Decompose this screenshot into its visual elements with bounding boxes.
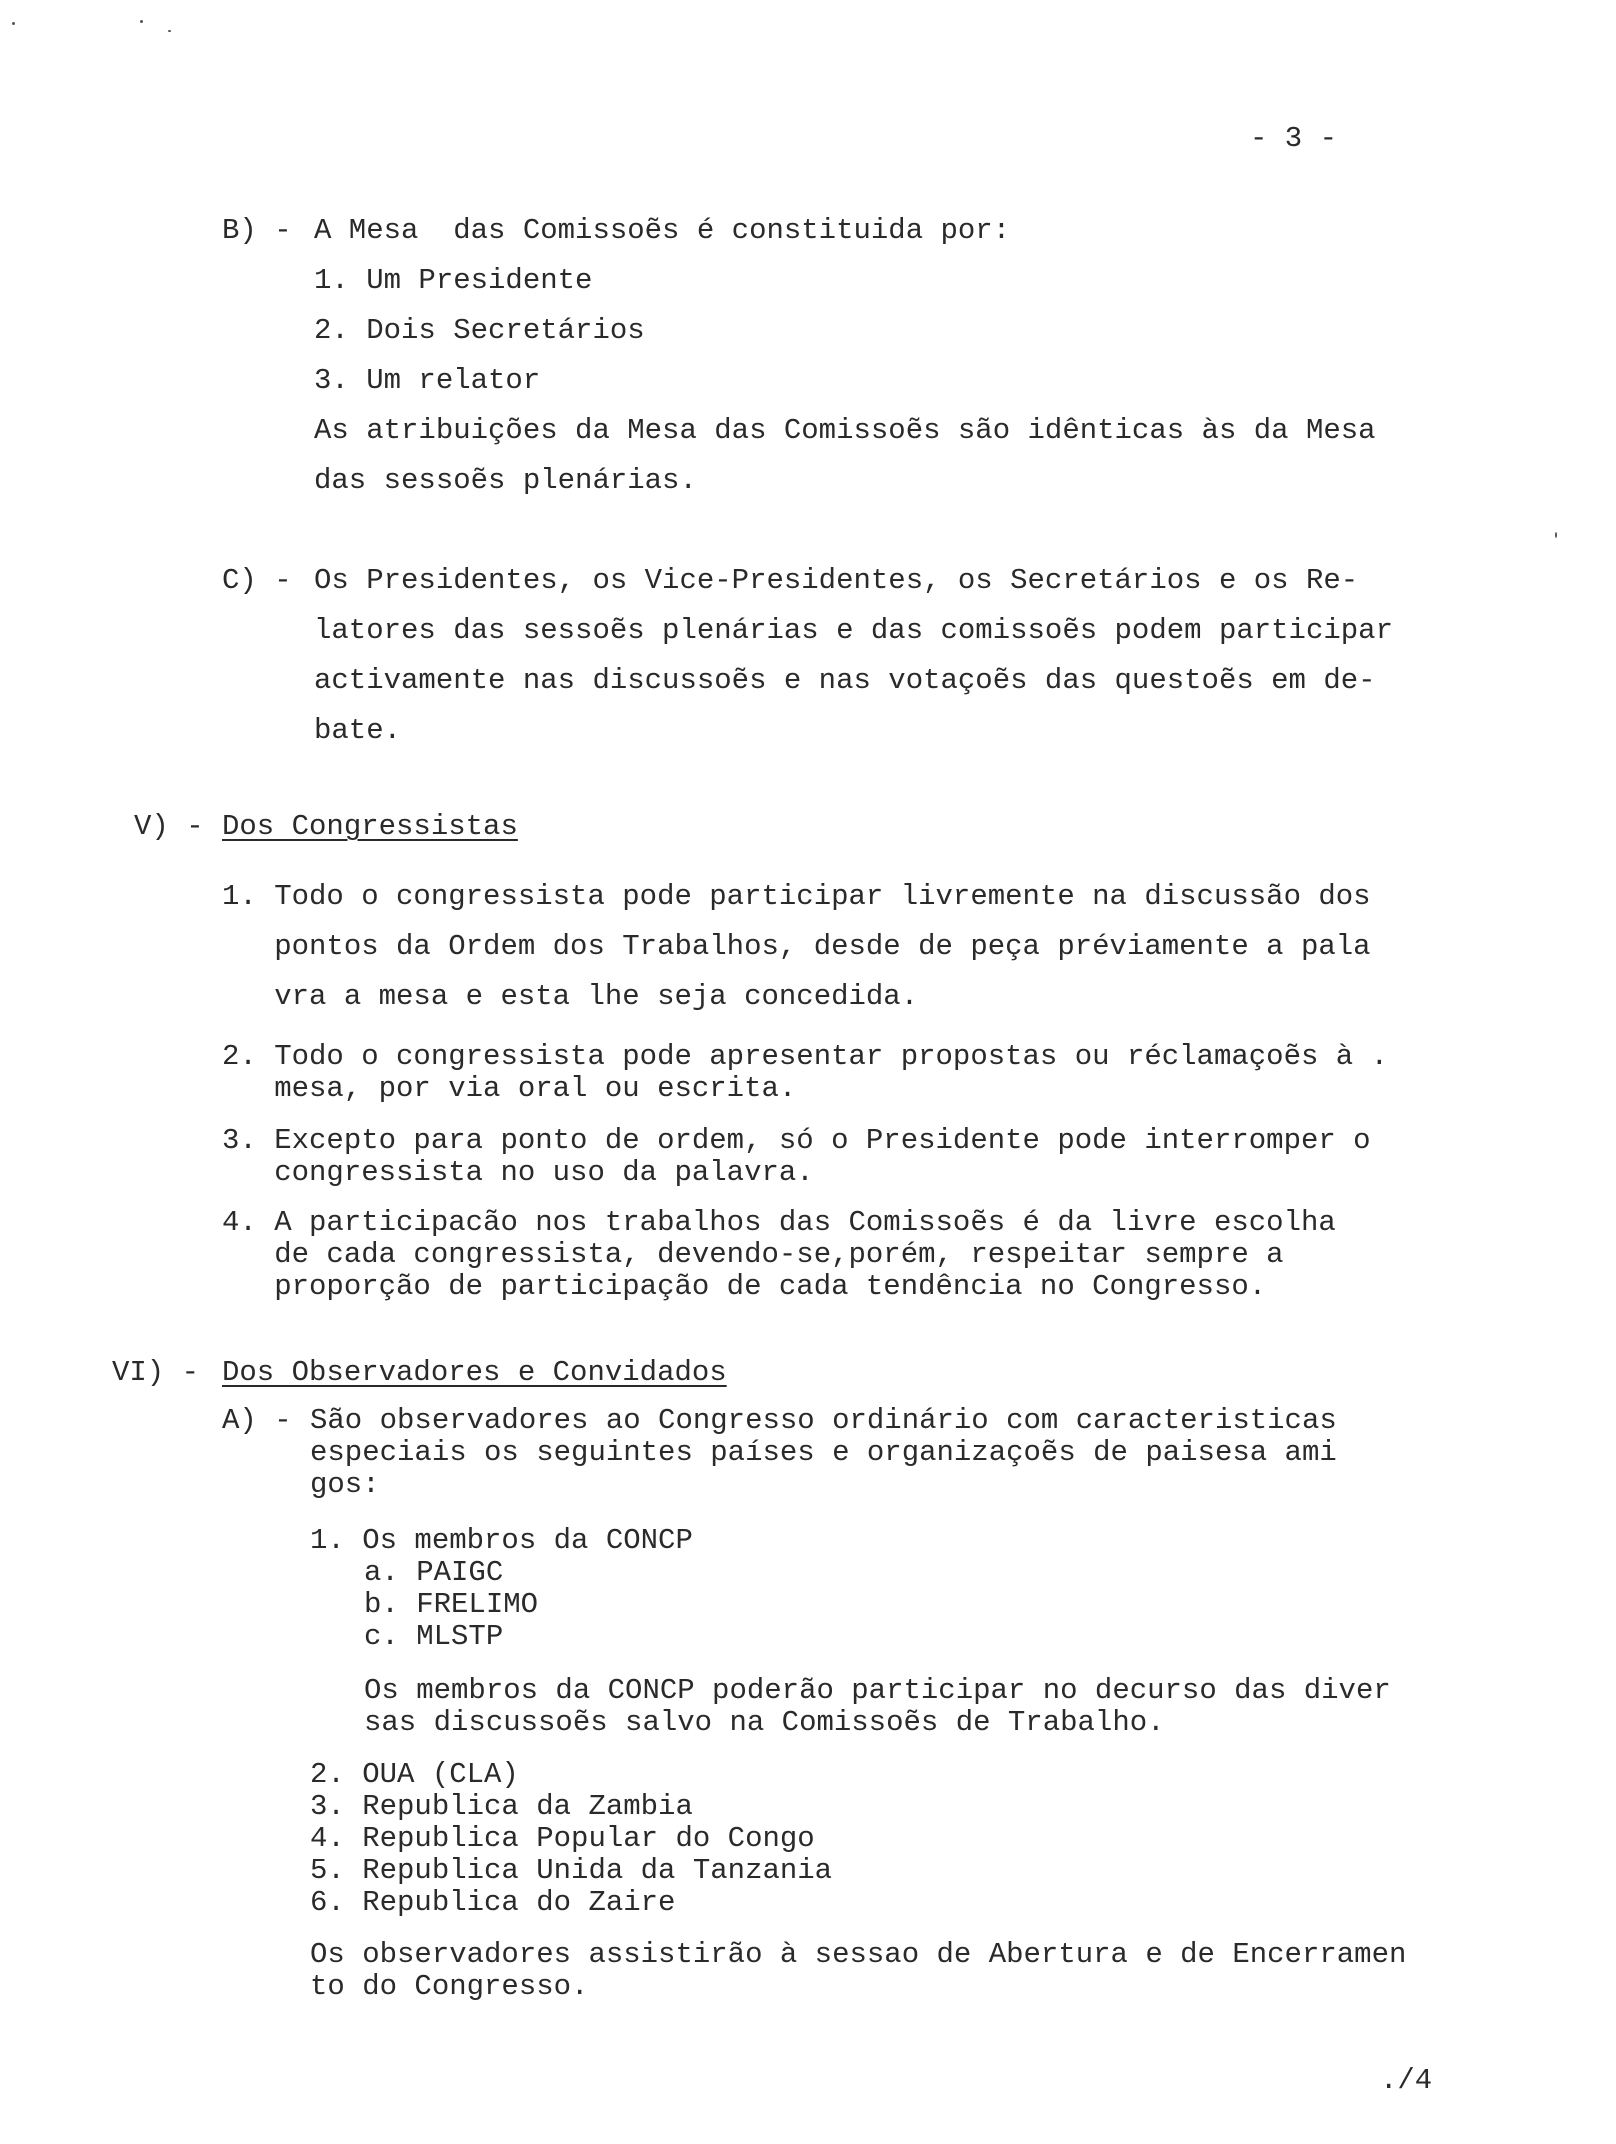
- concp-note-line: sas discussoẽs salvo na Comissoẽs de Trabalho.: [364, 1706, 1165, 1739]
- section-vi-a-label: A) -: [222, 1404, 292, 1437]
- concp-member: c. MLSTP: [364, 1620, 504, 1653]
- scan-speck: [168, 30, 171, 32]
- section-b-item: 3. Um relator: [314, 364, 541, 397]
- scan-speck: [1555, 532, 1557, 538]
- section-b-intro: A Mesa das Comissoẽs é constituida por:: [314, 214, 1011, 247]
- section-v-heading: Dos Congressistas: [222, 810, 518, 843]
- observer-item: 5. Republica Unida da Tanzania: [310, 1854, 833, 1887]
- congressista-rule-line: 4. A participacão nos trabalhos das Comissoẽs é da livre escolha: [222, 1206, 1336, 1239]
- section-b-item: 2. Dois Secretários: [314, 314, 645, 347]
- section-vi-heading: Dos Observadores e Convidados: [222, 1356, 727, 1389]
- scan-speck: [12, 22, 15, 25]
- section-vi-label: VI) -: [112, 1356, 200, 1389]
- section-c-line: bate.: [314, 714, 402, 747]
- section-c-line: latores das sessoẽs plenárias e das comissoẽs podem participar: [314, 614, 1393, 647]
- congressista-rule-line: pontos da Ordem dos Trabalhos, desde de peça préviamente a pala: [222, 930, 1371, 963]
- section-b-label: B) -: [222, 214, 292, 247]
- congressista-rule-line: proporção de participação de cada tendência no Congresso.: [222, 1270, 1267, 1303]
- concp-member: b. FRELIMO: [364, 1588, 539, 1621]
- observer-item: 3. Republica da Zambia: [310, 1790, 693, 1823]
- section-b-item: 1. Um Presidente: [314, 264, 593, 297]
- continuation-marker: ./4: [1380, 2064, 1433, 2097]
- section-c-line: activamente nas discussoẽs e nas votaçoẽs das questoẽs em de-: [314, 664, 1376, 697]
- section-c-label: C) -: [222, 564, 292, 597]
- observer-item: 4. Republica Popular do Congo: [310, 1822, 815, 1855]
- scan-speck: [140, 20, 143, 23]
- closing-line: to do Congresso.: [310, 1970, 589, 2003]
- congressista-rule-line: mesa, por via oral ou escrita.: [222, 1072, 797, 1105]
- closing-line: Os observadores assistirão à sessao de Abertura e de Encerramen: [310, 1938, 1407, 1971]
- section-b-paragraph-line: As atribuições da Mesa das Comissoẽs são idênticas às da Mesa: [314, 414, 1376, 447]
- congressista-rule-line: congressista no uso da palavra.: [222, 1156, 814, 1189]
- section-b-paragraph-line: das sessoẽs plenárias.: [314, 464, 697, 497]
- observer-item: 6. Republica do Zaire: [310, 1886, 676, 1919]
- section-v-label: V) -: [134, 810, 204, 843]
- congressista-rule-line: 2. Todo o congressista pode apresentar propostas ou réclamaçoẽs à .: [222, 1040, 1388, 1073]
- congressista-rule-line: 3. Excepto para ponto de ordem, só o Presidente pode interromper o: [222, 1124, 1371, 1157]
- congressista-rule-line: 1. Todo o congressista pode participar livremente na discussão dos: [222, 880, 1371, 913]
- congressista-rule-line: de cada congressista, devendo-se,porém, respeitar sempre a: [222, 1238, 1284, 1271]
- concp-members-heading: 1. Os membros da CONCP: [310, 1524, 693, 1557]
- section-vi-a-line: especiais os seguintes países e organizaçoẽs de paisesa ami: [310, 1436, 1337, 1469]
- section-vi-a-line: São observadores ao Congresso ordinário com caracteristicas: [310, 1404, 1337, 1437]
- concp-note-line: Os membros da CONCP poderão participar no decurso das diver: [364, 1674, 1391, 1707]
- page-number: - 3 -: [1250, 122, 1338, 155]
- observer-item: 2. OUA (CLA): [310, 1758, 519, 1791]
- section-vi-a-line: gos:: [310, 1468, 380, 1501]
- concp-member: a. PAIGC: [364, 1556, 504, 1589]
- congressista-rule-line: vra a mesa e esta lhe seja concedida.: [222, 980, 919, 1013]
- section-c-line: Os Presidentes, os Vice-Presidentes, os Secretários e os Re-: [314, 564, 1359, 597]
